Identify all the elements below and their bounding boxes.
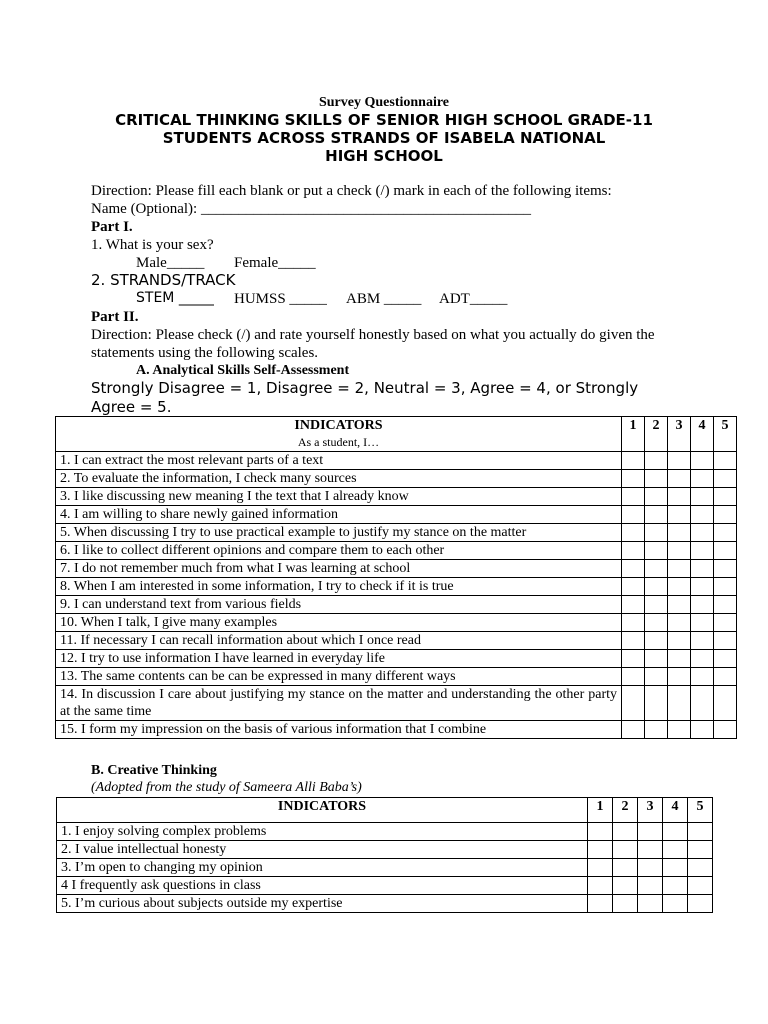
rating-cell-2[interactable] xyxy=(645,506,668,524)
rating-cell-4[interactable] xyxy=(663,877,688,895)
rating-cell-1[interactable] xyxy=(588,859,613,877)
rating-cell-3[interactable] xyxy=(668,578,691,596)
rating-cell-4[interactable] xyxy=(663,859,688,877)
rating-cell-2[interactable] xyxy=(613,841,638,859)
table-row xyxy=(57,823,713,841)
indicator-text: 9. I can understand text from various fields xyxy=(56,596,622,614)
rating-cell-1[interactable] xyxy=(622,524,645,542)
table-row xyxy=(56,578,737,596)
rating-cell-5[interactable] xyxy=(714,524,737,542)
indicator-text: 10. When I talk, I give many examples xyxy=(56,614,622,632)
rating-cell-5[interactable] xyxy=(714,686,737,721)
table-row xyxy=(56,668,737,686)
table-row xyxy=(57,841,713,859)
stem-option[interactable]: STEM _____ xyxy=(136,290,214,306)
table-header-row xyxy=(57,798,713,823)
rating-cell-5[interactable] xyxy=(714,470,737,488)
rating-cell-2[interactable] xyxy=(613,895,638,913)
rating-cell-5[interactable] xyxy=(714,578,737,596)
rating-cell-2[interactable] xyxy=(645,614,668,632)
rating-cell-3[interactable] xyxy=(668,506,691,524)
analytical-skills-table xyxy=(55,416,737,739)
rating-cell-1[interactable] xyxy=(622,560,645,578)
indicator-text: 15. I form my impression on the basis of various information that I combine xyxy=(56,721,622,739)
rating-cell-2[interactable] xyxy=(613,859,638,877)
rating-header-5: 5 xyxy=(714,417,737,452)
rating-cell-5[interactable] xyxy=(688,895,713,913)
rating-cell-3[interactable] xyxy=(668,596,691,614)
table-header-row xyxy=(56,417,737,452)
indicator-text: 14. In discussion I care about justifying my stance on the matter and understanding the other party at the same time xyxy=(56,686,622,721)
adt-option[interactable]: ADT_____ xyxy=(439,291,508,307)
rating-cell-1[interactable] xyxy=(622,686,645,721)
part2-direction-line1: Direction: Please check (/) and rate yourself honestly based on what you actually do given the xyxy=(91,327,655,343)
rating-cell-2[interactable] xyxy=(645,524,668,542)
indicator-text: 3. I’m open to changing my opinion xyxy=(57,859,588,877)
indicators-subheader: As a student, I… xyxy=(297,435,380,449)
rating-header-4: 4 xyxy=(663,798,688,823)
table-row xyxy=(56,650,737,668)
rating-cell-1[interactable] xyxy=(588,877,613,895)
rating-cell-4[interactable] xyxy=(691,686,714,721)
rating-cell-5[interactable] xyxy=(688,823,713,841)
table-row xyxy=(56,614,737,632)
rating-cell-2[interactable] xyxy=(645,721,668,739)
main-title-line1: CRITICAL THINKING SKILLS OF SENIOR HIGH SCHOOL GRADE-11 xyxy=(115,111,653,129)
main-title-line3: HIGH SCHOOL xyxy=(325,147,443,165)
table-row xyxy=(57,895,713,913)
table-row xyxy=(56,542,737,560)
rating-cell-4[interactable] xyxy=(691,452,714,470)
part2-direction-line2: statements using the following scales. xyxy=(91,345,319,361)
indicator-text: 11. If necessary I can recall information about which I once read xyxy=(56,632,622,650)
indicator-text: 1. I enjoy solving complex problems xyxy=(57,823,588,841)
rating-cell-4[interactable] xyxy=(691,470,714,488)
rating-cell-4[interactable] xyxy=(691,524,714,542)
rating-header-3: 3 xyxy=(668,417,691,452)
rating-cell-3[interactable] xyxy=(638,877,663,895)
rating-cell-2[interactable] xyxy=(613,823,638,841)
indicator-text: 1. I can extract the most relevant parts of a text xyxy=(56,452,622,470)
rating-cell-1[interactable] xyxy=(622,506,645,524)
rating-cell-2[interactable] xyxy=(645,686,668,721)
rating-header-1: 1 xyxy=(622,417,645,452)
rating-cell-3[interactable] xyxy=(668,614,691,632)
rating-cell-5[interactable] xyxy=(714,668,737,686)
table-row xyxy=(56,632,737,650)
section-b-subtitle: (Adopted from the study of Sameera Alli Baba’s) xyxy=(91,780,362,795)
scale-line1: Strongly Disagree = 1, Disagree = 2, Neutral = 3, Agree = 4, or Strongly xyxy=(91,379,639,397)
survey-title: Survey Questionnaire xyxy=(318,95,450,110)
rating-cell-2[interactable] xyxy=(645,632,668,650)
male-option[interactable]: Male_____ xyxy=(136,255,205,271)
main-title-line2: STUDENTS ACROSS STRANDS OF ISABELA NATIONAL xyxy=(162,129,606,147)
rating-cell-4[interactable] xyxy=(691,578,714,596)
rating-header-1: 1 xyxy=(588,798,613,823)
table-row xyxy=(56,470,737,488)
rating-cell-3[interactable] xyxy=(668,721,691,739)
rating-cell-5[interactable] xyxy=(714,452,737,470)
rating-cell-5[interactable] xyxy=(714,721,737,739)
rating-cell-1[interactable] xyxy=(622,650,645,668)
rating-cell-1[interactable] xyxy=(622,668,645,686)
rating-cell-5[interactable] xyxy=(714,560,737,578)
rating-header-3: 3 xyxy=(638,798,663,823)
rating-cell-3[interactable] xyxy=(668,470,691,488)
indicators-header: INDICATORS xyxy=(57,798,588,823)
rating-cell-3[interactable] xyxy=(668,542,691,560)
rating-cell-1[interactable] xyxy=(622,470,645,488)
rating-cell-1[interactable] xyxy=(622,721,645,739)
indicator-text: 4. I am willing to share newly gained information xyxy=(56,506,622,524)
rating-cell-2[interactable] xyxy=(645,578,668,596)
rating-cell-3[interactable] xyxy=(668,650,691,668)
rating-cell-2[interactable] xyxy=(645,470,668,488)
rating-header-2: 2 xyxy=(645,417,668,452)
direction-text: Direction: Please fill each blank or put a check (/) mark in each of the following items: xyxy=(91,183,612,199)
rating-cell-3[interactable] xyxy=(668,668,691,686)
rating-cell-2[interactable] xyxy=(645,542,668,560)
indicator-text: 12. I try to use information I have learned in everyday life xyxy=(56,650,622,668)
rating-cell-1[interactable] xyxy=(622,578,645,596)
rating-cell-4[interactable] xyxy=(691,488,714,506)
rating-cell-1[interactable] xyxy=(622,452,645,470)
section-a-title: A. Analytical Skills Self-Assessment xyxy=(136,363,350,378)
rating-cell-3[interactable] xyxy=(668,560,691,578)
humss-option[interactable]: HUMSS _____ xyxy=(234,291,327,307)
rating-cell-5[interactable] xyxy=(688,877,713,895)
rating-cell-3[interactable] xyxy=(638,859,663,877)
rating-cell-3[interactable] xyxy=(668,632,691,650)
abm-option[interactable]: ABM _____ xyxy=(346,291,422,307)
name-field[interactable]: Name (Optional): ____________________________________________ xyxy=(91,201,531,217)
rating-cell-4[interactable] xyxy=(691,614,714,632)
rating-cell-1[interactable] xyxy=(622,542,645,560)
rating-cell-5[interactable] xyxy=(714,650,737,668)
rating-cell-2[interactable] xyxy=(645,488,668,506)
table-row xyxy=(56,452,737,470)
rating-cell-2[interactable] xyxy=(613,877,638,895)
indicator-text: 5. When discussing I try to use practical example to justify my stance on the matter xyxy=(56,524,622,542)
rating-cell-5[interactable] xyxy=(688,859,713,877)
table-row xyxy=(56,686,737,721)
rating-cell-4[interactable] xyxy=(691,560,714,578)
indicator-text: 4 I frequently ask questions in class xyxy=(57,877,588,895)
rating-cell-3[interactable] xyxy=(638,841,663,859)
indicators-header: INDICATORS xyxy=(294,418,383,433)
table-row xyxy=(56,506,737,524)
rating-cell-2[interactable] xyxy=(645,650,668,668)
rating-cell-1[interactable] xyxy=(588,823,613,841)
female-option[interactable]: Female_____ xyxy=(234,255,316,271)
rating-cell-3[interactable] xyxy=(668,452,691,470)
table-row xyxy=(56,596,737,614)
indicator-text: 2. I value intellectual honesty xyxy=(57,841,588,859)
sex-question: 1. What is your sex? xyxy=(91,237,214,253)
indicator-text: 8. When I am interested in some information, I try to check if it is true xyxy=(56,578,622,596)
rating-cell-4[interactable] xyxy=(691,650,714,668)
rating-cell-1[interactable] xyxy=(588,895,613,913)
rating-cell-4[interactable] xyxy=(691,668,714,686)
rating-cell-5[interactable] xyxy=(714,488,737,506)
rating-header-5: 5 xyxy=(688,798,713,823)
rating-cell-5[interactable] xyxy=(714,596,737,614)
rating-cell-4[interactable] xyxy=(663,841,688,859)
table-row xyxy=(57,877,713,895)
rating-cell-5[interactable] xyxy=(714,614,737,632)
rating-cell-2[interactable] xyxy=(645,596,668,614)
indicator-text: 6. I like to collect different opinions and compare them to each other xyxy=(56,542,622,560)
section-b-title: B. Creative Thinking xyxy=(91,763,217,778)
rating-header-4: 4 xyxy=(691,417,714,452)
strands-question: 2. STRANDS/TRACK xyxy=(91,271,236,289)
rating-cell-5[interactable] xyxy=(714,632,737,650)
rating-cell-1[interactable] xyxy=(588,841,613,859)
rating-cell-4[interactable] xyxy=(691,542,714,560)
rating-cell-4[interactable] xyxy=(691,632,714,650)
indicator-text: 7. I do not remember much from what I was learning at school xyxy=(56,560,622,578)
rating-cell-3[interactable] xyxy=(638,823,663,841)
table-row xyxy=(56,560,737,578)
indicator-text: 2. To evaluate the information, I check many sources xyxy=(56,470,622,488)
rating-cell-4[interactable] xyxy=(663,823,688,841)
rating-cell-4[interactable] xyxy=(691,506,714,524)
rating-cell-1[interactable] xyxy=(622,614,645,632)
rating-cell-5[interactable] xyxy=(688,841,713,859)
scale-line2: Agree = 5. xyxy=(91,398,172,416)
rating-cell-4[interactable] xyxy=(691,596,714,614)
rating-cell-4[interactable] xyxy=(663,895,688,913)
rating-cell-2[interactable] xyxy=(645,560,668,578)
table-row xyxy=(56,721,737,739)
rating-cell-1[interactable] xyxy=(622,632,645,650)
rating-cell-1[interactable] xyxy=(622,488,645,506)
indicator-text: 13. The same contents can be can be expressed in many different ways xyxy=(56,668,622,686)
rating-cell-2[interactable] xyxy=(645,668,668,686)
table-row xyxy=(56,524,737,542)
rating-cell-4[interactable] xyxy=(691,721,714,739)
rating-cell-5[interactable] xyxy=(714,506,737,524)
rating-cell-3[interactable] xyxy=(668,488,691,506)
rating-cell-3[interactable] xyxy=(638,895,663,913)
rating-cell-3[interactable] xyxy=(668,686,691,721)
indicators-header-cell xyxy=(56,417,622,452)
table-row xyxy=(57,859,713,877)
rating-cell-1[interactable] xyxy=(622,596,645,614)
rating-cell-3[interactable] xyxy=(668,524,691,542)
indicator-text: 5. I’m curious about subjects outside my expertise xyxy=(57,895,588,913)
creative-thinking-table xyxy=(56,797,713,913)
rating-cell-5[interactable] xyxy=(714,542,737,560)
indicator-text: 3. I like discussing new meaning I the text that I already know xyxy=(56,488,622,506)
part2-title: Part II. xyxy=(91,309,139,325)
rating-cell-2[interactable] xyxy=(645,452,668,470)
part1-title: Part I. xyxy=(91,219,133,235)
rating-header-2: 2 xyxy=(613,798,638,823)
table-row xyxy=(56,488,737,506)
